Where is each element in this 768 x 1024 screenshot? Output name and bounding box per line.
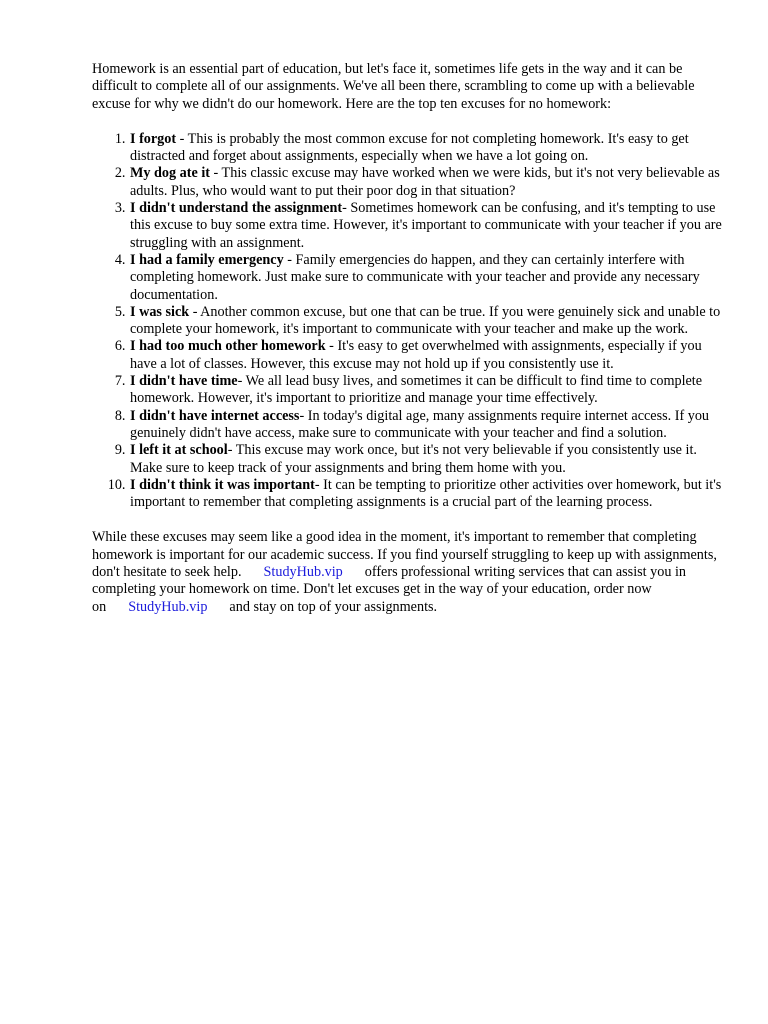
excuse-text: - Sometimes homework can be confusing, and it's tempting to use this excuse to buy some extra time. However, it's important to communicate with your teacher if you are struggling with an assignment. (130, 200, 722, 251)
excuse-text: - Another common excuse, but one that can be true. If you were genuinely sick and unable to complete your homework, it's important to communicate with your teacher and make up the work. (130, 303, 721, 338)
excuse-list (92, 131, 722, 512)
intro-paragraph: Homework is an essential part of education, but let's face it, sometimes life gets in the way and it can be difficult to complete all of our assignments. We've all been there, scrambling to come up with a believable excuse for why we didn't do our homework. Here are the top ten excuses for no homework: (92, 61, 695, 112)
list-item (129, 131, 722, 166)
excuse-text: - It's easy to get overwhelmed with assignments, especially if you have a lot of classes. However, this excuse may not hold up if you consistently use it. (130, 338, 702, 372)
excuse-title: I was sick (130, 303, 190, 320)
list-item (129, 200, 722, 252)
studyhub-link-1[interactable]: StudyHub.vip (263, 564, 343, 581)
excuse-title: I didn't think it was important (130, 476, 315, 493)
excuse-title: I didn't have internet access (130, 407, 300, 424)
excuse-text: - This is probably the most common excuse for not completing homework. It's easy to get distracted and forget about assignments, especially when we have a lot going on. (130, 130, 689, 165)
excuse-text: - It can be tempting to prioritize other activities over homework, but it's important to remember that completing assignments is a crucial part of the learning process. (130, 476, 722, 511)
excuse-title: I forgot (130, 130, 177, 147)
list-item (129, 442, 722, 477)
list-item (129, 408, 722, 443)
excuse-title: I had a family emergency (130, 251, 284, 268)
excuse-text: - Family emergencies do happen, and they can certainly interfere with completing homework. Just make sure to communicate with your teacher and provide any necessary documentation. (130, 251, 700, 303)
excuse-title: I left it at school (130, 442, 228, 459)
excuse-title: My dog ate it (130, 165, 210, 182)
closing-text-1: While these excuses may seem like a good idea in the moment, it's important to remember that completing homework is important for our academic success. If you find yourself struggling to keep up with assignments, don't hesitate to seek help. (92, 529, 717, 581)
excuse-text: - We all lead busy lives, and sometimes it can be difficult to find time to complete homework. However, it's important to prioritize and manage your time effectively. (130, 373, 703, 407)
closing-text-3: and stay on top of your assignments. (229, 598, 438, 615)
studyhub-link-2[interactable]: StudyHub.vip (128, 598, 208, 615)
excuse-text: - This excuse may work once, but it's not very believable if you consistently use it. Make sure to keep track of your assignments and bring them home with you. (130, 442, 697, 476)
excuse-title: I didn't understand the assignment (130, 200, 343, 217)
excuse-title: I had too much other homework (130, 338, 326, 355)
document-page (92, 61, 722, 616)
list-item (129, 252, 722, 304)
excuse-text: - This classic excuse may have worked when we were kids, but it's not very believable as adults. Plus, who would want to put their poor dog in that situation? (130, 165, 720, 199)
list-item (129, 477, 722, 512)
list-item (129, 373, 722, 408)
closing-text-2: offers professional writing services that can assist you in completing your homework on time. Don't let excuses get in the way of your education, order now on (92, 564, 687, 615)
list-item (129, 304, 722, 339)
excuse-title: I didn't have time (130, 373, 238, 390)
closing-paragraph (92, 529, 722, 615)
excuse-text: - In today's digital age, many assignments require internet access. If you genuinely didn't have access, make sure to communicate with your teacher and find a solution. (130, 407, 710, 441)
list-item (129, 338, 722, 373)
list-item (129, 165, 722, 200)
